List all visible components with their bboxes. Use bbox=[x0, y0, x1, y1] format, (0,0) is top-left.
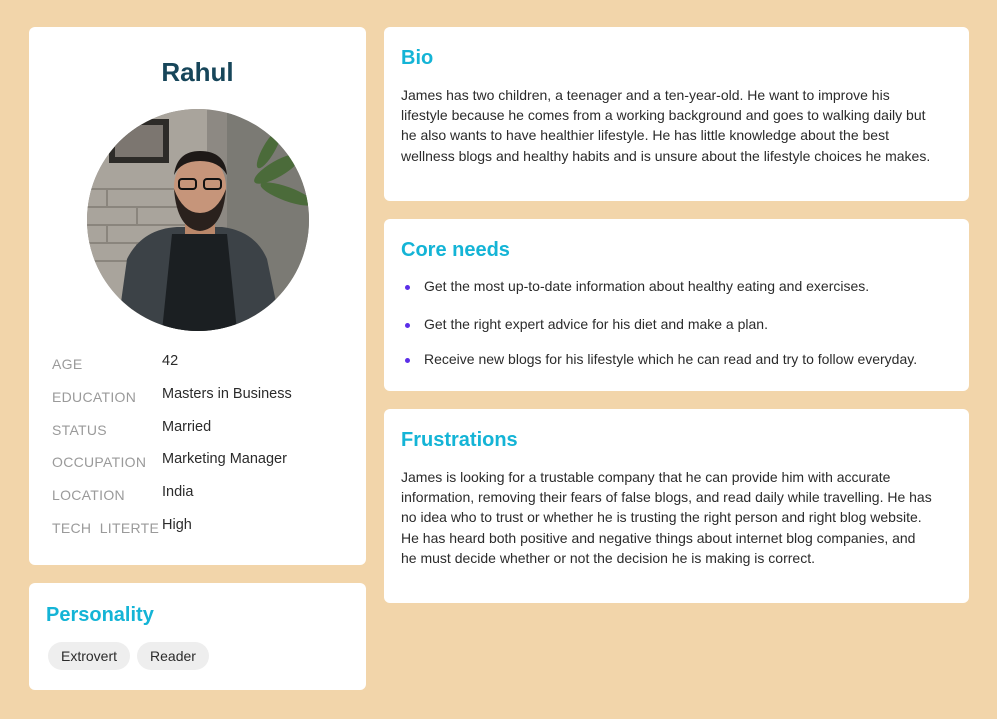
need-text: Get the most up-to-date information about healthy eating and exercises. bbox=[424, 278, 870, 294]
fact-row-tech-literacy bbox=[52, 517, 352, 550]
trait-chip: Extrovert bbox=[48, 642, 130, 670]
list-item bbox=[405, 276, 917, 296]
fact-row-education bbox=[52, 386, 352, 419]
fact-label: TECH LITERTE bbox=[52, 519, 160, 536]
need-text: Get the right expert advice for his diet and make a plan. bbox=[424, 316, 768, 332]
personality-title: Personality bbox=[46, 604, 154, 626]
fact-row-occupation bbox=[52, 451, 352, 484]
core-needs-card bbox=[384, 219, 969, 391]
list-item bbox=[405, 314, 917, 334]
fact-value: High bbox=[162, 516, 192, 533]
bullet-dot-icon bbox=[405, 323, 410, 328]
core-needs-title: Core needs bbox=[401, 239, 510, 261]
fact-row-status bbox=[52, 419, 352, 452]
persona-name: Rahul bbox=[161, 57, 234, 87]
fact-value: Married bbox=[162, 418, 212, 435]
fact-row-location bbox=[52, 484, 352, 517]
fact-label: STATUS bbox=[52, 421, 107, 438]
core-needs-list bbox=[405, 276, 917, 369]
frustrations-card bbox=[384, 409, 969, 603]
bullet-dot-icon bbox=[405, 358, 410, 363]
bullet-dot-icon bbox=[405, 285, 410, 290]
bio-title: Bio bbox=[401, 47, 434, 69]
profile-card bbox=[29, 27, 366, 565]
fact-label: AGE bbox=[52, 356, 83, 372]
fact-value: India bbox=[162, 484, 194, 501]
trait-chip: Reader bbox=[137, 642, 209, 670]
personality-card bbox=[29, 583, 366, 690]
fact-value: 42 bbox=[162, 353, 179, 369]
avatar-image bbox=[87, 109, 309, 331]
list-item bbox=[405, 349, 917, 369]
frustrations-title: Frustrations bbox=[401, 429, 518, 451]
personality-chips bbox=[48, 642, 209, 670]
fact-value: Masters in Business bbox=[162, 385, 292, 402]
fact-label: OCCUPATION bbox=[52, 454, 147, 471]
frustrations-text: James is looking for a trustable company that he can provide him with accurate information, removing their fears of false blogs, and read daily while travelling. He has no idea who to trust or whether he is trusting the right person and right blog website. He has heard both positive and negative things about internet blog companies, and he must decide whether or not the decision he is making is correct. bbox=[401, 469, 932, 566]
bio-card bbox=[384, 27, 969, 201]
need-text: Receive new blogs for his lifestyle which he can read and try to follow everyday. bbox=[424, 351, 918, 367]
fact-label: EDUCATION bbox=[52, 388, 137, 405]
avatar bbox=[87, 109, 309, 331]
fact-row-age bbox=[52, 353, 352, 386]
bio-text: James has two children, a teenager and a ten-year-old. He want to improve his lifestyle because he comes from a working background and goes to walking daily but he also wants to have healthier lifestyle. He has little knowledge about the best wellness blogs and healthy habits and is unsure about the lifestyle choices he makes. bbox=[401, 87, 931, 164]
fact-value: Marketing Manager bbox=[162, 451, 287, 468]
profile-facts bbox=[52, 353, 352, 550]
fact-label: LOCATION bbox=[52, 487, 125, 504]
